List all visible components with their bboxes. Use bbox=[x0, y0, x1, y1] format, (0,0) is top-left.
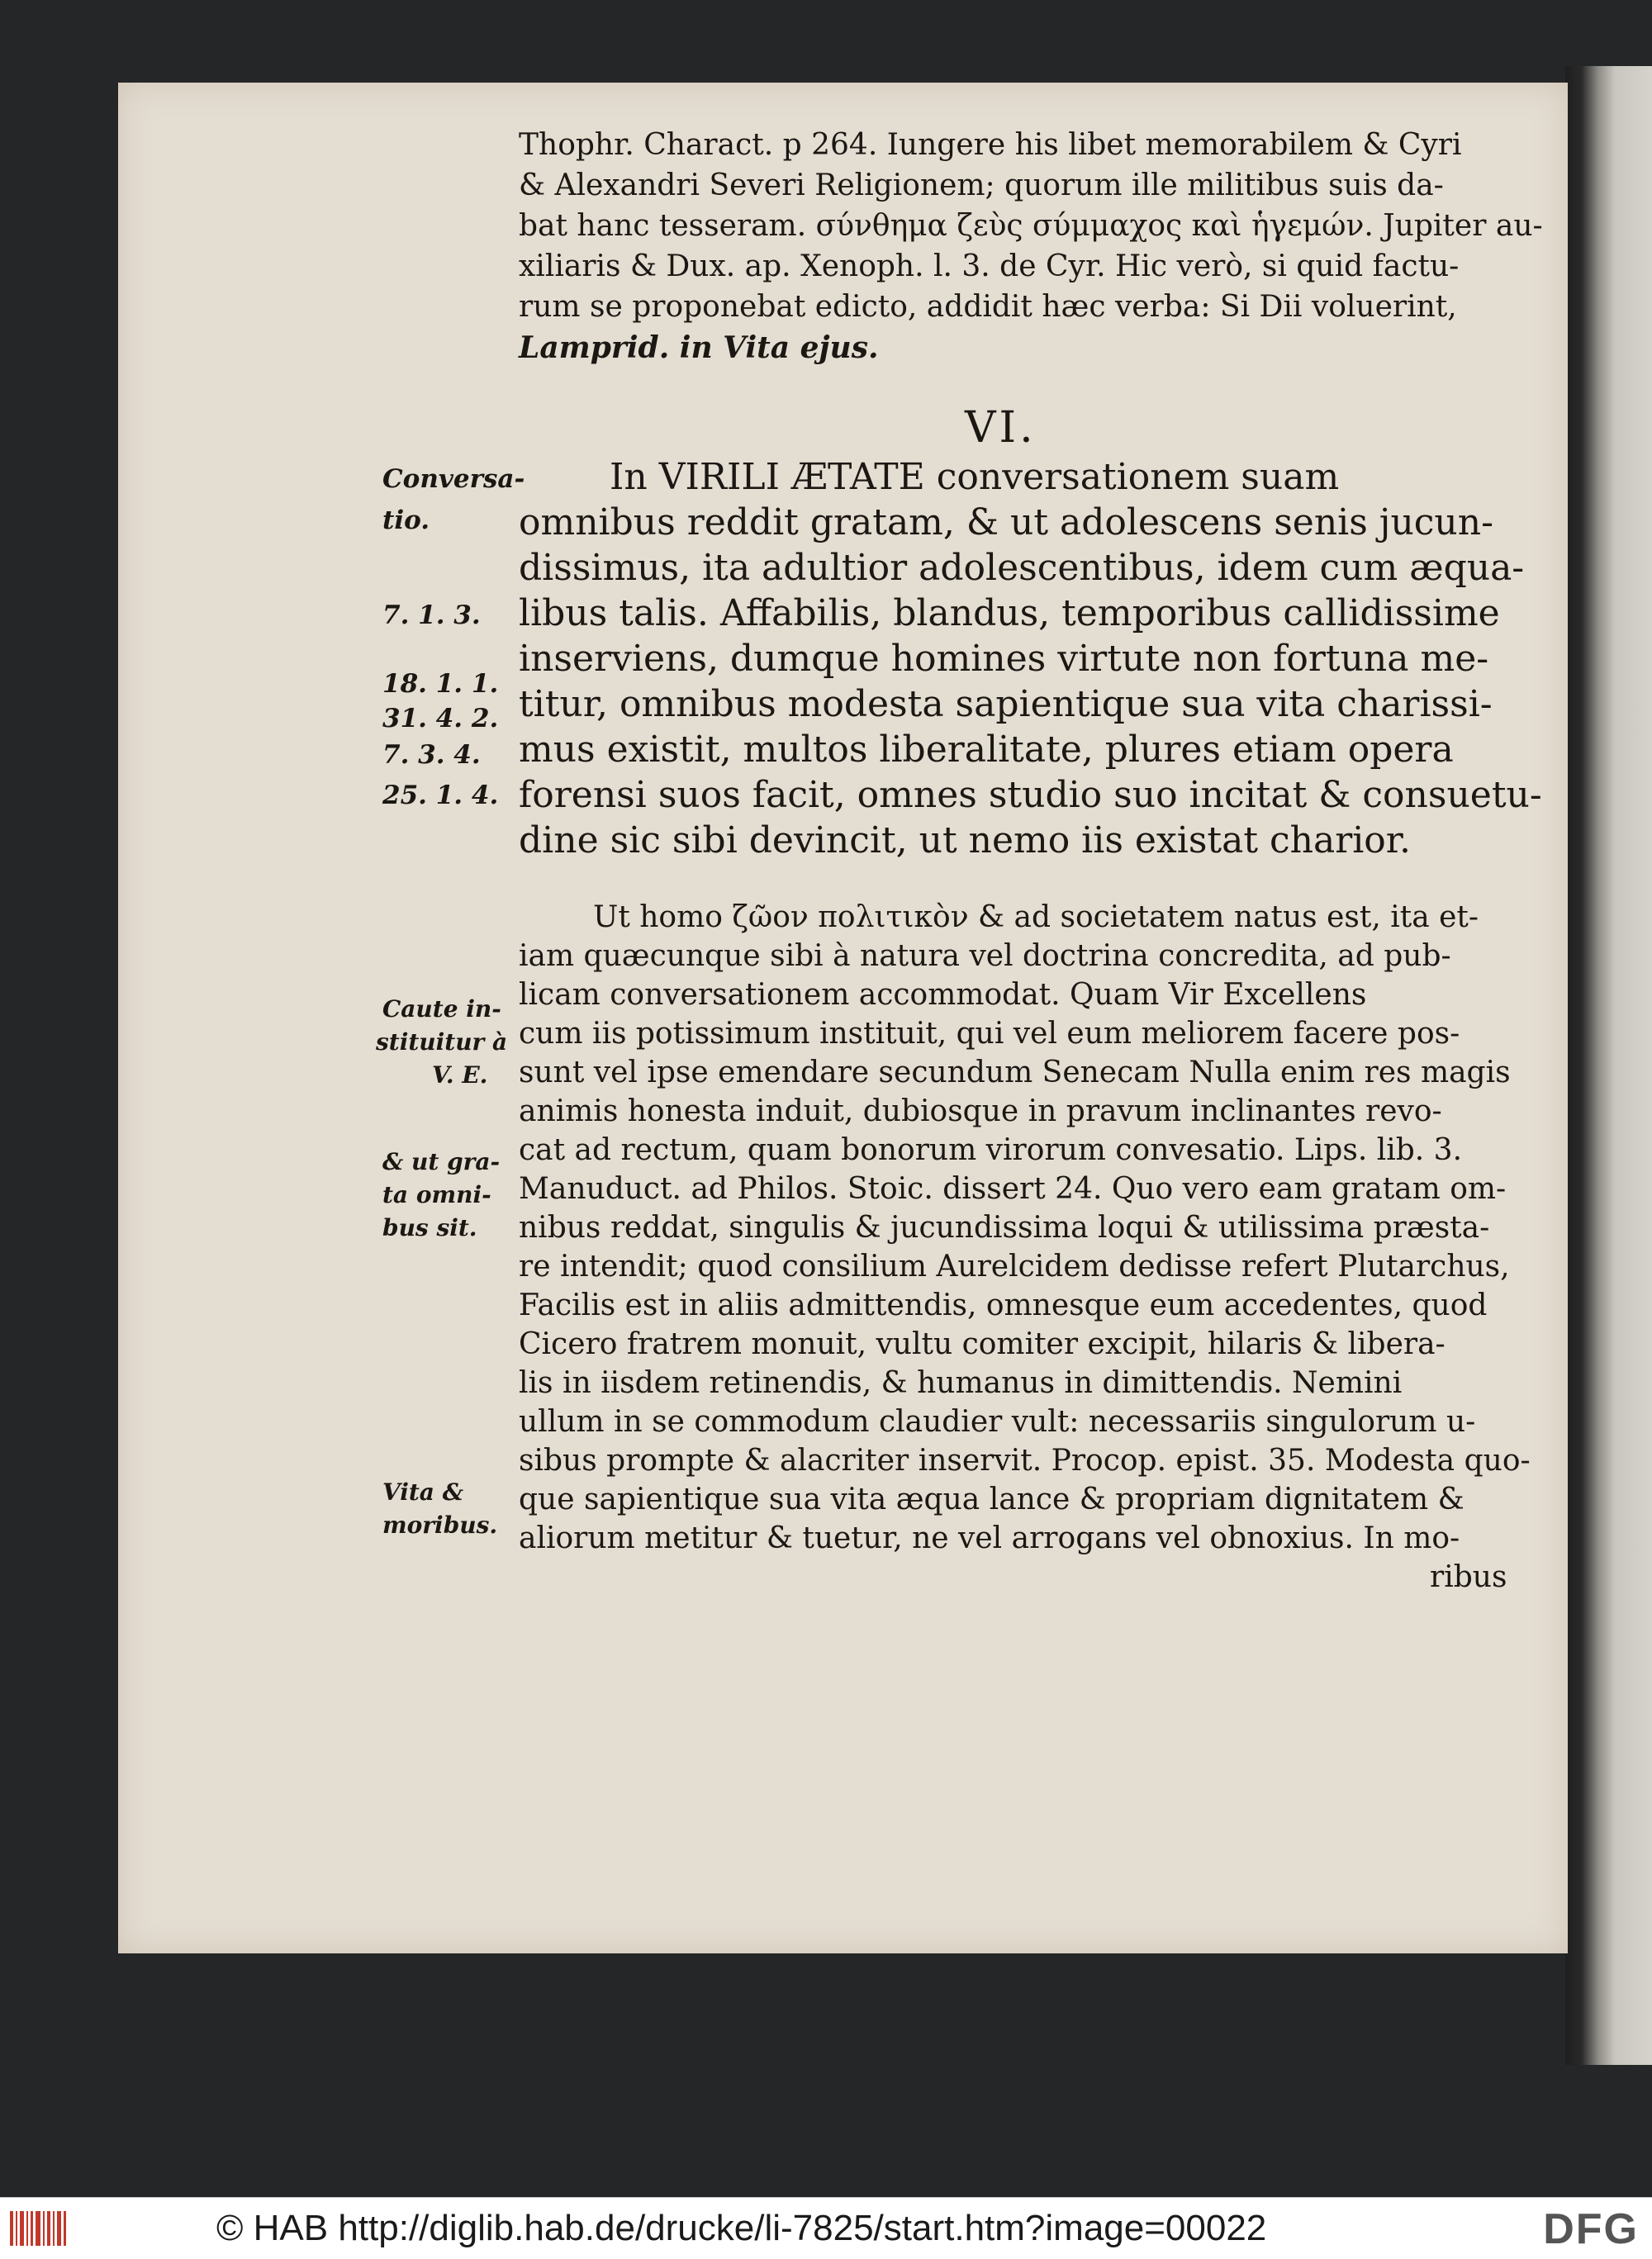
section-line: In VIRILI ÆTATE conversationem suam bbox=[610, 456, 1340, 498]
top-note-line: rum se proponebat edicto, addidit hæc verba: Si Dii voluerint, bbox=[519, 290, 1457, 324]
body-line: Cicero fratrem monuit, vultu comiter excipit, hilaris & libera- bbox=[519, 1327, 1446, 1361]
margin-note: Vita & bbox=[382, 1478, 463, 1506]
margin-note: 7. 1. 3. bbox=[382, 600, 481, 630]
book-gutter bbox=[1565, 66, 1652, 2065]
margin-note: 25. 1. 4. bbox=[382, 781, 499, 810]
section-line: dissimus, ita adultior adolescentibus, idem cum æqua- bbox=[519, 547, 1525, 589]
body-line: cum iis potissimum instituit, qui vel eum meliorem facere pos- bbox=[519, 1017, 1460, 1051]
body-line: nibus reddat, singulis & jucundissima loqui & utilissima præsta- bbox=[519, 1211, 1490, 1245]
body-line: que sapientique sua vita æqua lance & propriam dignitatem & bbox=[519, 1483, 1464, 1516]
top-note-line: bat hanc tesseram. σύνθημα ζεὺς σύμμαχος καὶ ἡγεμών. Jupiter au- bbox=[519, 209, 1543, 243]
section-title: VI. bbox=[965, 403, 1037, 453]
body-line: lis in iisdem retinendis, & humanus in dimittendis. Nemini bbox=[519, 1366, 1403, 1400]
body-line: cat ad rectum, quam bonorum virorum convesatio. Lips. lib. 3. bbox=[519, 1133, 1463, 1167]
margin-note: V. E. bbox=[432, 1061, 488, 1089]
section-line: omnibus reddit gratam, & ut adolescens senis jucun- bbox=[519, 501, 1493, 543]
margin-note: stituitur à bbox=[376, 1028, 508, 1056]
section-line: inserviens, dumque homines virtute non fortuna me- bbox=[519, 638, 1489, 680]
section-line: mus existit, multos liberalitate, plures etiam opera bbox=[519, 728, 1454, 771]
copyright-link[interactable]: © HAB http://diglib.hab.de/drucke/li-7825/start.htm?image=00022 bbox=[216, 2208, 1267, 2248]
barcode-icon bbox=[10, 2206, 68, 2251]
margin-note: & ut gra- bbox=[382, 1148, 501, 1175]
body-line: animis honesta induit, dubiosque in pravum inclinantes revo- bbox=[519, 1094, 1442, 1128]
book-page bbox=[118, 83, 1568, 1953]
top-note-line: Lamprid. in Vita ejus. bbox=[519, 330, 879, 365]
margin-note: bus sit. bbox=[382, 1214, 477, 1241]
body-line: Manuduct. ad Philos. Stoic. dissert 24. Quo vero eam gratam om- bbox=[519, 1172, 1507, 1206]
body-line: licam conversationem accommodat. Quam Vir Excellens bbox=[519, 978, 1367, 1012]
margin-note: 7. 3. 4. bbox=[382, 740, 481, 770]
top-note-line: & Alexandri Severi Religionem; quorum ille militibus suis da- bbox=[519, 168, 1444, 202]
catchword: ribus bbox=[1430, 1560, 1507, 1594]
section-line: forensi suos facit, omnes studio suo incitat & consuetu- bbox=[519, 774, 1542, 816]
dfg-logo: DFG bbox=[1543, 2205, 1639, 2253]
margin-note: tio. bbox=[382, 505, 430, 535]
body-line: sunt vel ipse emendare secundum Senecam Nulla enim res magis bbox=[519, 1056, 1511, 1089]
section-line: dine sic sibi devincit, ut nemo iis existat charior. bbox=[519, 819, 1411, 861]
body-line: Ut homo ζῶον πολιτικὸν & ad societatem natus est, ita et- bbox=[593, 900, 1479, 934]
top-note-line: xiliaris & Dux. ap. Xenoph. l. 3. de Cyr. Hic verò, si quid factu- bbox=[519, 249, 1460, 283]
section-line: titur, omnibus modesta sapientique sua vita charissi- bbox=[519, 683, 1493, 725]
body-line: aliorum metitur & tuetur, ne vel arrogans vel obnoxius. In mo- bbox=[519, 1521, 1460, 1555]
margin-note: 18. 1. 1. bbox=[382, 669, 499, 699]
margin-note: 31. 4. 2. bbox=[382, 704, 499, 733]
body-line: re intendit; quod consilium Aurelcidem dedisse refert Plutarchus, bbox=[519, 1250, 1510, 1284]
section-line: libus talis. Affabilis, blandus, temporibus callidissime bbox=[519, 592, 1500, 634]
margin-note: Caute in- bbox=[382, 995, 501, 1023]
body-line: Facilis est in aliis admittendis, omnesque eum accedentes, quod bbox=[519, 1288, 1488, 1322]
top-note-line: Thophr. Charact. p 264. Iungere his libet memorabilem & Cyri bbox=[519, 128, 1462, 162]
body-line: sibus prompte & alacriter inservit. Procop. epist. 35. Modesta quo- bbox=[519, 1444, 1531, 1478]
margin-note: ta omni- bbox=[382, 1181, 491, 1208]
body-line: ullum in se commodum claudier vult: necessariis singulorum u- bbox=[519, 1405, 1476, 1439]
margin-note: Conversa- bbox=[382, 464, 525, 494]
viewer-footer bbox=[0, 2197, 1652, 2259]
body-line: iam quæcunque sibi à natura vel doctrina concredita, ad pub- bbox=[519, 939, 1451, 973]
margin-note: moribus. bbox=[382, 1512, 498, 1539]
